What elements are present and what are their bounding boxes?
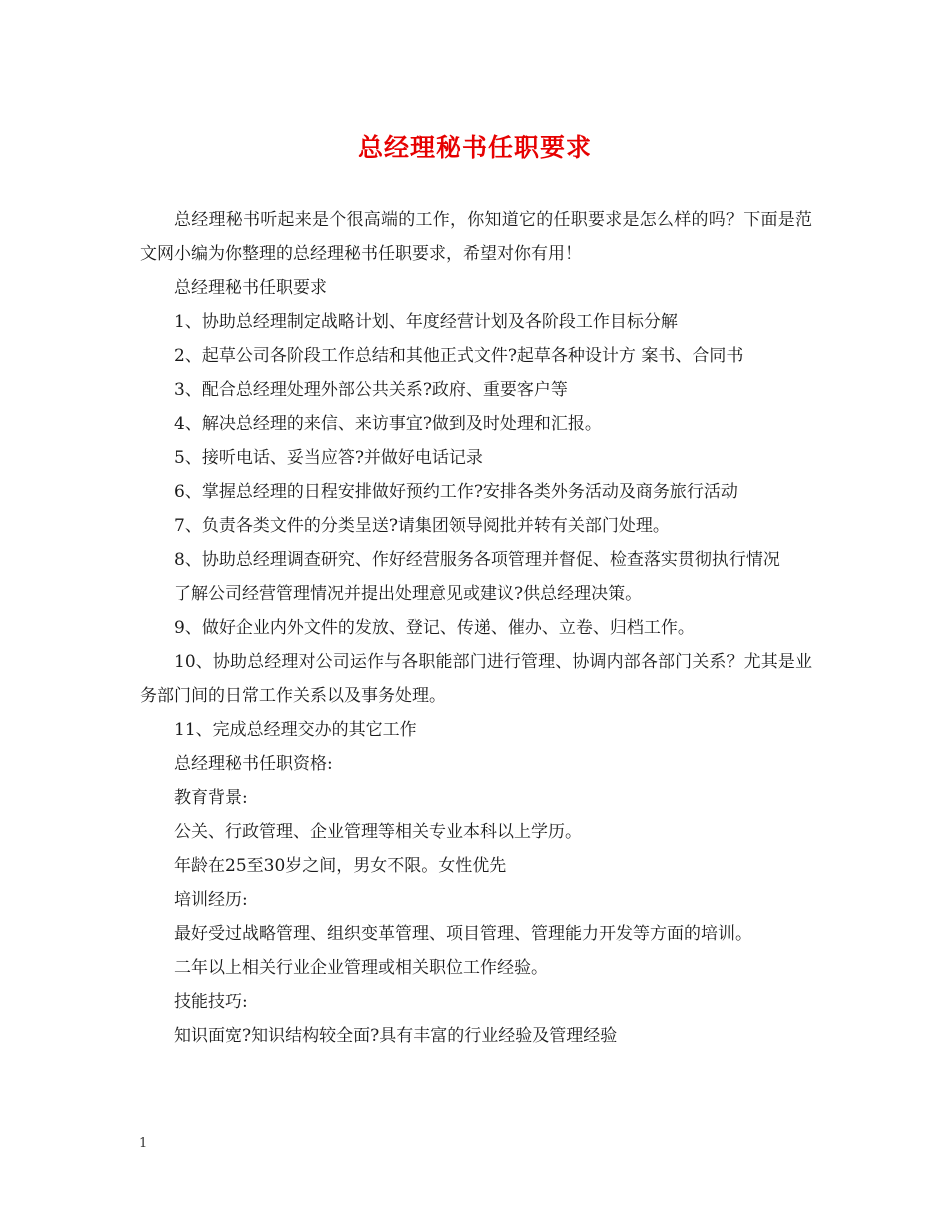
list-item: 1、协助总经理制定战略计划、年度经营计划及各阶段工作目标分解: [174, 312, 678, 332]
page-number: 1: [139, 1136, 148, 1151]
list-item: 6、掌握总经理的日程安排做好预约工作?安排各类外务活动及商务旅行活动: [174, 482, 738, 502]
list-item: 3、配合总经理处理外部公共关系?政府、重要客户等: [174, 380, 568, 400]
document-body: [140, 203, 812, 1053]
paragraph: 最好受过战略管理、组织变革管理、项目管理、管理能力开发等方面的培训。: [174, 924, 752, 944]
subheading-education: 教育背景:: [174, 788, 248, 808]
paragraph-intro: 总经理秘书听起来是个很高端的工作，你知道它的任职要求是怎么样的吗？下面是范文网小编为你整理的总经理秘书任职要求，希望对你有用！: [140, 210, 812, 264]
paragraph: 公关、行政管理、企业管理等相关专业本科以上学历。: [174, 822, 582, 842]
section-heading-requirements: 总经理秘书任职要求: [174, 278, 327, 298]
list-item: 9、做好企业内外文件的发放、登记、传递、催办、立卷、归档工作。: [174, 618, 695, 638]
list-item: 11、完成总经理交办的其它工作: [174, 720, 417, 740]
list-item: 8、协助总经理调查研究、作好经营服务各项管理并督促、检查落实贯彻执行情况: [174, 550, 780, 570]
subheading-training: 培训经历:: [174, 890, 248, 910]
paragraph: 知识面宽?知识结构较全面?具有丰富的行业经验及管理经验: [174, 1026, 618, 1046]
list-item: 10、协助总经理对公司运作与各职能部门进行管理、协调内部各部门关系？尤其是业务部门间的日常工作关系以及事务处理。: [140, 652, 812, 706]
list-item: 5、接听电话、妥当应答?并做好电话记录: [174, 448, 483, 468]
list-item: 了解公司经营管理情况并提出处理意见或建议?供总经理决策。: [174, 584, 643, 604]
paragraph: 二年以上相关行业企业管理或相关职位工作经验。: [174, 958, 548, 978]
list-item: 4、解决总经理的来信、来访事宜?做到及时处理和汇报。: [174, 414, 602, 434]
list-item: 2、起草公司各阶段工作总结和其他正式文件?起草各种设计方 案书、合同书: [174, 346, 744, 366]
paragraph: 年龄在25至30岁之间，男女不限。女性优先: [174, 856, 507, 876]
subheading-skills: 技能技巧:: [174, 992, 248, 1012]
document-title: 总经理秘书任职要求: [357, 133, 592, 162]
list-item: 7、负责各类文件的分类呈送?请集团领导阅批并转有关部门处理。: [174, 516, 670, 536]
section-heading-qualifications: 总经理秘书任职资格:: [174, 754, 333, 774]
